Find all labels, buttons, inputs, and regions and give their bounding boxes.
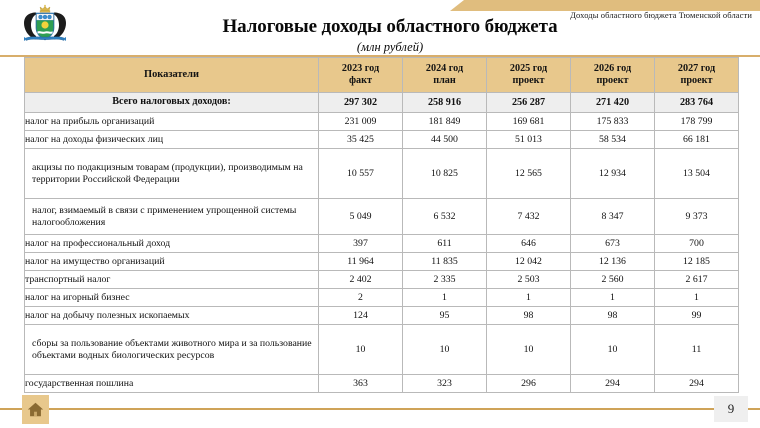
column-header-2025-line1: 2025 год	[509, 63, 548, 75]
cell-2024: 2 335	[403, 271, 487, 289]
cell-2027: 13 504	[655, 149, 739, 199]
row-label: налог на прибыль организаций	[25, 113, 319, 131]
cell-2024: 10	[403, 325, 487, 375]
cell-2023: 5 049	[319, 199, 403, 235]
cell-2026: 12 136	[571, 253, 655, 271]
row-label: налог на доходы физических лиц	[25, 131, 319, 149]
cell-2025: 10	[487, 325, 571, 375]
cell-2023: 124	[319, 307, 403, 325]
column-header-2027-line1: 2027 год	[677, 63, 716, 75]
tax-revenue-table	[24, 57, 739, 393]
cell-2026: 175 833	[571, 113, 655, 131]
cell-2023: 397	[319, 235, 403, 253]
footer-divider	[0, 408, 760, 410]
cell-2027: 178 799	[655, 113, 739, 131]
table-row	[25, 325, 739, 375]
cell-2025: 7 432	[487, 199, 571, 235]
cell-2027: 294	[655, 375, 739, 393]
cell-2024: 181 849	[403, 113, 487, 131]
cell-2027: 12 185	[655, 253, 739, 271]
row-label: государственная пошлина	[25, 375, 319, 393]
table-row	[25, 375, 739, 393]
cell-2025: 2 503	[487, 271, 571, 289]
table-row	[25, 113, 739, 131]
cell-2024: 10 825	[403, 149, 487, 199]
column-header-2026-line1: 2026 год	[593, 63, 632, 75]
row-label: сборы за пользование объектами животного мира и за пользование объектами водных биологических ресурсов	[25, 325, 319, 375]
cell-2026: 8 347	[571, 199, 655, 235]
row-label: налог на добычу полезных ископаемых	[25, 307, 319, 325]
table-row-total	[25, 93, 739, 113]
cell-2027: 66 181	[655, 131, 739, 149]
home-icon	[27, 401, 44, 418]
cell-2025: 12 565	[487, 149, 571, 199]
table-row	[25, 253, 739, 271]
cell-2023: 10	[319, 325, 403, 375]
cell-2023: 35 425	[319, 131, 403, 149]
page-title: Налоговые доходы областного бюджета	[222, 16, 558, 37]
row-label: налог на игорный бизнес	[25, 289, 319, 307]
cell-2023: 11 964	[319, 253, 403, 271]
cell-2027: 283 764	[655, 93, 739, 113]
tyumen-oblast-coat-of-arms-icon	[14, 4, 76, 48]
cell-2026: 673	[571, 235, 655, 253]
row-label: транспортный налог	[25, 271, 319, 289]
cell-2027: 9 373	[655, 199, 739, 235]
column-header-indicators	[25, 58, 319, 93]
column-header-2024-line1: 2024 год	[425, 63, 464, 75]
cell-2026: 12 934	[571, 149, 655, 199]
cell-2026: 10	[571, 325, 655, 375]
cell-2026: 98	[571, 307, 655, 325]
cell-2026: 271 420	[571, 93, 655, 113]
column-header-2026	[571, 58, 655, 93]
cell-2023: 2 402	[319, 271, 403, 289]
row-label: акцизы по подакцизным товарам (продукции), производимым на территории Российской Федерации	[25, 149, 319, 199]
cell-2024: 44 500	[403, 131, 487, 149]
cell-2023: 363	[319, 375, 403, 393]
cell-2024: 258 916	[403, 93, 487, 113]
column-header-2025-line2: проект	[512, 75, 545, 86]
cell-2025: 98	[487, 307, 571, 325]
cell-2024: 6 532	[403, 199, 487, 235]
title-block	[90, 17, 690, 55]
cell-2025: 296	[487, 375, 571, 393]
row-label: Всего налоговых доходов:	[25, 93, 319, 113]
table-row	[25, 289, 739, 307]
table-row	[25, 131, 739, 149]
row-label: налог на профессиональный доход	[25, 235, 319, 253]
cell-2024: 95	[403, 307, 487, 325]
cell-2024: 611	[403, 235, 487, 253]
table-body	[25, 93, 739, 393]
home-button[interactable]	[22, 395, 49, 424]
cell-2027: 1	[655, 289, 739, 307]
column-header-indicators-label: Показатели	[144, 69, 199, 81]
column-header-2026-line2: проект	[596, 75, 629, 86]
cell-2025: 256 287	[487, 93, 571, 113]
cell-2026: 58 534	[571, 131, 655, 149]
budget-table-container	[24, 57, 738, 393]
cell-2027: 11	[655, 325, 739, 375]
column-header-2027-line2: проект	[680, 75, 713, 86]
header-caption: Доходы областного бюджета Тюменской области	[570, 10, 752, 20]
row-label: налог на имущество организаций	[25, 253, 319, 271]
cell-2026: 294	[571, 375, 655, 393]
cell-2026: 1	[571, 289, 655, 307]
cell-2023: 2	[319, 289, 403, 307]
table-row	[25, 271, 739, 289]
cell-2025: 12 042	[487, 253, 571, 271]
column-header-2024	[403, 58, 487, 93]
cell-2025: 1	[487, 289, 571, 307]
cell-2027: 2 617	[655, 271, 739, 289]
table-header-row	[25, 58, 739, 93]
column-header-2023-line2: факт	[348, 75, 373, 86]
cell-2023: 10 557	[319, 149, 403, 199]
page-number: 9	[714, 396, 748, 422]
cell-2024: 323	[403, 375, 487, 393]
table-row	[25, 149, 739, 199]
cell-2027: 700	[655, 235, 739, 253]
row-label: налог, взимаемый в связи с применением упрощенной системы налогообложения	[25, 199, 319, 235]
cell-2024: 11 835	[403, 253, 487, 271]
column-header-2027	[655, 58, 739, 93]
table-row	[25, 307, 739, 325]
cell-2026: 2 560	[571, 271, 655, 289]
page-subtitle: (млн рублей)	[356, 39, 424, 54]
cell-2027: 99	[655, 307, 739, 325]
cell-2024: 1	[403, 289, 487, 307]
cell-2025: 51 013	[487, 131, 571, 149]
cell-2025: 646	[487, 235, 571, 253]
cell-2023: 231 009	[319, 113, 403, 131]
cell-2025: 169 681	[487, 113, 571, 131]
column-header-2024-line2: план	[433, 75, 456, 86]
table-row	[25, 235, 739, 253]
column-header-2023-line1: 2023 год	[341, 63, 380, 75]
table-row	[25, 199, 739, 235]
column-header-2023	[319, 58, 403, 93]
table-header	[25, 58, 739, 93]
column-header-2025	[487, 58, 571, 93]
cell-2023: 297 302	[319, 93, 403, 113]
